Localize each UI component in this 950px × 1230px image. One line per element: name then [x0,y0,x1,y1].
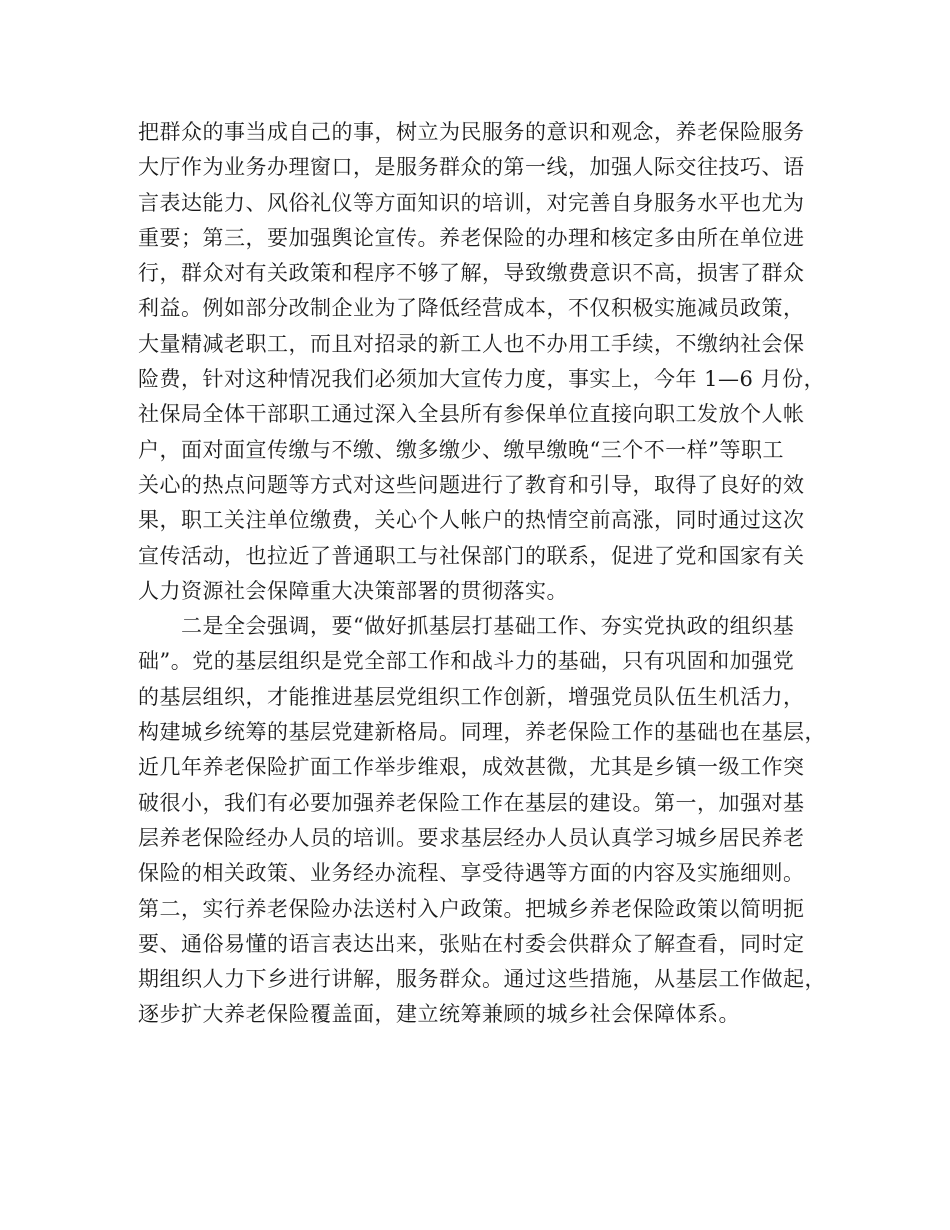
text-line: 户，面对面宣传缴与不缴、缴多缴少、缴早缴晚“三个不一样”等职工 [138,437,784,462]
text-line: 言表达能力、风俗礼仪等方面知识的培训，对完善自身服务水平也尤为 [138,190,805,215]
text-line: 把群众的事当成自己的事，树立为民服务的意识和观念，养老保险服务 [138,120,805,144]
text-line: 险费，针对这种情况我们必须加大宣传力度，事实上，今年 1—6 月份， [138,367,826,392]
text-line: 逐步扩大养老保险覆盖面，建立统筹兼顾的城乡社会保障体系。 [138,1002,740,1027]
text-line: 破很小，我们有必要加强养老保险工作在基层的建设。第一，加强对基 [138,790,805,815]
text-line: 大量精减老职工，而且对招录的新工人也不办用工手续，不缴纳社会保 [138,331,805,356]
text-line: 行，群众对有关政策和程序不够了解，导致缴费意识不高，损害了群众 [138,261,805,286]
text-line: 的基层组织，才能推进基层党组织工作创新，增强党员队伍生机活力， [138,684,805,709]
text-line: 近几年养老保险扩面工作举步维艰，成效甚微，尤其是乡镇一级工作突 [138,755,805,780]
text-line: 社保局全体干部职工通过深入全县所有参保单位直接向职工发放个人帐 [138,402,805,427]
text-line: 第二，实行养老保险办法送村入户政策。把城乡养老保险政策以简明扼 [138,896,805,921]
text-line: 础”。党的基层组织是党全部工作和战斗力的基础，只有巩固和加强党 [138,649,795,674]
text-line: 要、通俗易懂的语言表达出来，张贴在村委会供群众了解查看，同时定 [138,931,805,956]
text-line: 大厅作为业务办理窗口，是服务群众的第一线，加强人际交往技巧、语 [138,155,805,180]
text-line: 果，职工关注单位缴费，关心个人帐户的热情空前高涨，同时通过这次 [138,508,805,533]
text-line: 层养老保险经办人员的培训。要求基层经办人员认真学习城乡居民养老 [138,825,805,850]
text-line: 利益。例如部分改制企业为了降低经营成本，不仅积极实施减员政策， [138,296,805,321]
text-line: 关心的热点问题等方式对这些问题进行了教育和引导，取得了良好的效 [138,472,805,497]
text-line: 人力资源社会保障重大决策部署的贯彻落实。 [138,578,568,603]
text-line: 构建城乡统筹的基层党建新格局。同理，养老保险工作的基础也在基层， [138,720,826,745]
paragraph-start-line: 二是全会强调，要“做好抓基层打基础工作、夯实党执政的组织基 [138,614,795,639]
text-line: 期组织人力下乡进行讲解，服务群众。通过这些措施，从基层工作做起， [138,967,826,992]
document-body [138,115,828,1033]
text-line: 宣传活动，也拉近了普通职工与社保部门的联系，促进了党和国家有关 [138,543,805,568]
text-line: 重要；第三，要加强舆论宣传。养老保险的办理和核定多由所在单位进 [138,225,805,250]
text-line: 保险的相关政策、业务经办流程、享受待遇等方面的内容及实施细则。 [138,861,805,886]
